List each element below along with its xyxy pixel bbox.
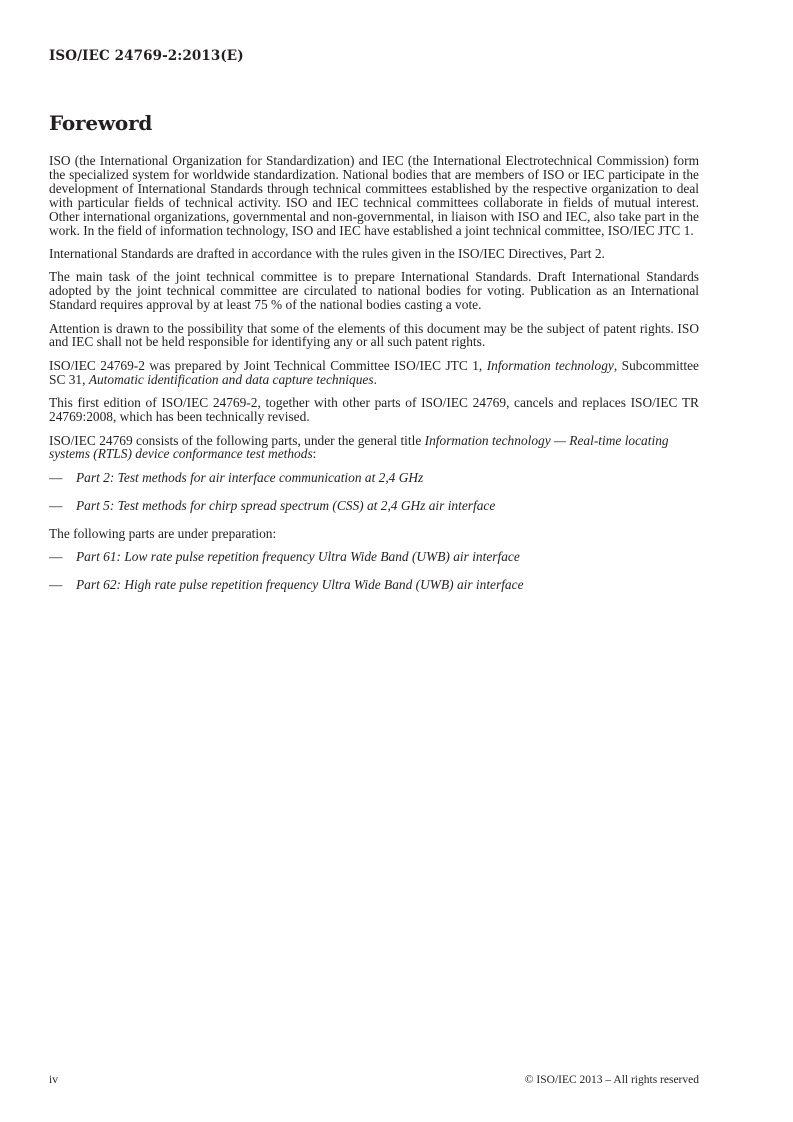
- dash-marker: —: [49, 469, 63, 485]
- paragraph-under-preparation: The following parts are under preparation:: [49, 525, 277, 541]
- period: .: [373, 371, 377, 387]
- list-item-text: Part 2: Test methods for air interface communication at 2,4 GHz: [76, 469, 424, 485]
- page-title: Foreword: [49, 111, 153, 135]
- foreword-body: [49, 154, 699, 606]
- copyright-notice: © ISO/IEC 2013 – All rights reserved: [524, 1074, 699, 1086]
- paragraph-parts-intro: [49, 434, 699, 462]
- list-item: [49, 471, 699, 485]
- parts-intro-text: ISO/IEC 24769 consists of the following parts, under the general title: [49, 432, 425, 448]
- document-identifier: ISO/IEC 24769-2:2013(E): [49, 48, 244, 64]
- dash-marker: —: [49, 549, 63, 565]
- committee-title: Information technology: [486, 357, 614, 373]
- colon: :: [312, 446, 317, 462]
- page-number: iv: [49, 1074, 58, 1086]
- subcommittee-text: , Subcommittee SC 31,: [49, 357, 699, 387]
- dash-marker: —: [49, 497, 63, 513]
- paragraph-directives: International Standards are drafted in accordance with the rules given in the ISO/IEC Directives, Part 2.: [49, 245, 605, 261]
- subcommittee-title: Automatic identification and data capture techniques: [88, 371, 374, 387]
- general-title: Information technology — Real-time locating systems (RTLS) device conformance test methods: [49, 432, 669, 462]
- list-item: [49, 499, 699, 513]
- prepared-by-text: ISO/IEC 24769-2 was prepared by Joint Technical Committee ISO/IEC JTC 1,: [49, 357, 487, 373]
- paragraph-edition: This first edition of ISO/IEC 24769-2, together with other parts of ISO/IEC 24769, cancels and replaces ISO/IEC TR 24769:2008, which has been technically revised.: [49, 395, 699, 425]
- list-item-text: Part 5: Test methods for chirp spread spectrum (CSS) at 2,4 GHz air interface: [76, 497, 496, 513]
- paragraph-main-task: The main task of the joint technical committee is to prepare International Standards. Draft International Standards adopted by the joint technical committee are circulated to national bodies for voting. Publication as an International Standard requires approval by at least 75 % of the national bodies casting a vote.: [49, 269, 699, 313]
- paragraph-iso-iec-intro: ISO (the International Organization for Standardization) and IEC (the International Electrotechnical Commission) form the specialized system for worldwide standardization. National bodies that are members of ISO or IEC participate in the development of International Standards through technical committees established by the respective organization to deal with particular fields of technical activity. ISO and IEC technical committees collaborate in fields of mutual interest. Other international organizations, governmental and non-governmental, in liaison with ISO and IEC, also take part in the work. In the field of information technology, ISO and IEC have established a joint technical committee, ISO/IEC JTC 1.: [49, 153, 699, 238]
- paragraph-patent-rights: Attention is drawn to the possibility that some of the elements of this document may be the subject of patent rights. ISO and IEC shall not be held responsible for identifying any or all such patent rights.: [49, 320, 699, 350]
- list-item-text: Part 62: High rate pulse repetition frequency Ultra Wide Band (UWB) air interface: [76, 576, 524, 592]
- list-item: [49, 578, 699, 592]
- dash-marker: —: [49, 576, 63, 592]
- list-item: [49, 550, 699, 564]
- paragraph-prepared-by: [49, 359, 699, 387]
- list-item-text: Part 61: Low rate pulse repetition frequency Ultra Wide Band (UWB) air interface: [76, 549, 520, 565]
